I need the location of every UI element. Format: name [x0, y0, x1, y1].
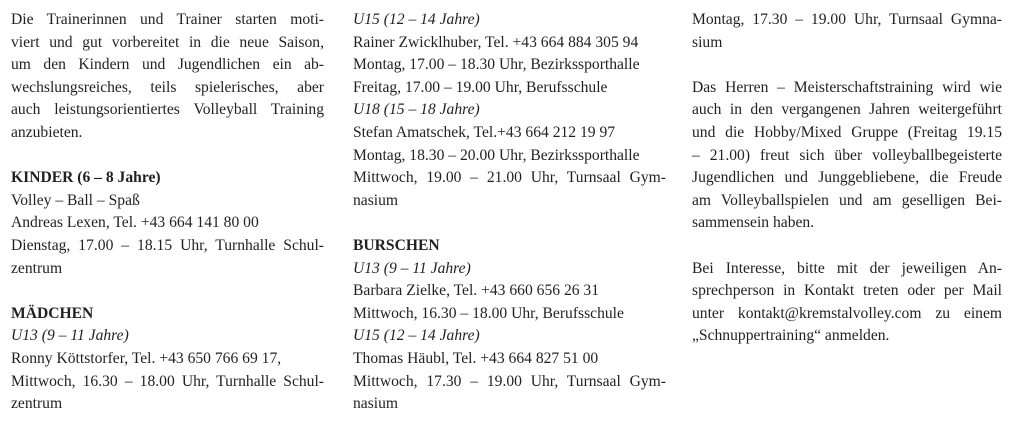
- text-line: sium: [692, 33, 723, 51]
- spacer: [692, 54, 1002, 77]
- age-group-label: U15 (12 – 14 Jahre): [353, 327, 480, 345]
- text-line: Ronny Köttstorfer, Tel. +43 650 766 69 17,: [11, 349, 282, 367]
- text-line: am Volleyballspielen und am geselligen Bei-: [692, 191, 1002, 209]
- text-line: wechslungsreiches, teils spielerisches, aber: [11, 78, 324, 96]
- text-line: nasium: [353, 395, 399, 413]
- column-left: [11, 9, 324, 416]
- spacer: [11, 145, 324, 168]
- age-group-label: U13 (9 – 11 Jahre): [11, 327, 129, 345]
- column-middle: [353, 9, 666, 416]
- column-right: [692, 9, 1002, 348]
- text-line: sammensein haben.: [692, 214, 815, 232]
- text-line: Thomas Häubl, Tel. +43 664 827 51 00: [353, 349, 599, 367]
- spacer: [11, 280, 324, 303]
- text-line: Volley – Ball – Spaß: [11, 191, 140, 209]
- text-line: auch leistungsorientiertes Volleyball Training: [11, 101, 324, 119]
- text-line: – 21.00) freut sich über volleyballbegeisterte: [692, 146, 1002, 164]
- herren-paragraph: [692, 77, 1002, 235]
- text-line: Mittwoch, 17.30 – 19.00 Uhr, Turnsaal Gym-: [353, 372, 666, 390]
- age-group-label: U15 (12 – 14 Jahre): [353, 11, 480, 28]
- text-line: „Schnuppertraining“ anmelden.: [692, 327, 890, 345]
- text-line: Montag, 18.30 – 20.00 Uhr, Bezirkssporthalle: [353, 146, 640, 164]
- section-maedchen: [11, 303, 324, 416]
- text-line: Montag, 17.30 – 19.00 Uhr, Turnsaal Gymna-: [692, 11, 1002, 28]
- text-line: Barbara Zielke, Tel. +43 660 656 26 31: [353, 282, 600, 300]
- spacer: [353, 212, 666, 235]
- section-heading-kinder: KINDER (6 – 8 Jahre): [11, 169, 161, 187]
- text-line: Mittwoch, 16.30 – 18.00 Uhr, Berufsschule: [353, 304, 624, 322]
- text-line: Jugendlichen und Junggebliebene, die Freude: [692, 169, 1002, 187]
- text-line: viert und gut vorbereitet in die neue Saison,: [11, 33, 324, 51]
- interesse-paragraph: [692, 258, 1002, 348]
- group-maedchen-u18: [353, 99, 666, 212]
- text-line: unter kontakt@kremstalvolley.com zu einem: [692, 304, 1002, 322]
- schedule-continuation: [692, 9, 1002, 54]
- section-kinder: [11, 167, 324, 280]
- section-burschen: [353, 235, 666, 416]
- intro-paragraph: [11, 9, 324, 145]
- text-line: Andreas Lexen, Tel. +43 664 141 80 00: [11, 214, 259, 232]
- text-line: sprechperson in Kontakt treten oder per Mail: [692, 282, 1002, 300]
- text-line: um den Kindern und Jugendlichen ein ab-: [11, 56, 324, 74]
- section-heading-maedchen: MÄDCHEN: [11, 304, 94, 322]
- text-line: Dienstag, 17.00 – 18.15 Uhr, Turnhalle Schul-: [11, 236, 324, 254]
- section-heading-burschen: BURSCHEN: [353, 236, 440, 254]
- spacer: [692, 235, 1002, 258]
- text-line: Mittwoch, 16.30 – 18.00 Uhr, Turnhalle Schul-: [11, 372, 324, 390]
- text-line: auch in den vergangenen Jahren weitergeführt: [692, 101, 1002, 119]
- text-line: nasium: [353, 191, 399, 209]
- text-line: und die Hobby/Mixed Gruppe (Freitag 19.15: [692, 123, 1002, 141]
- text-line: Die Trainerinnen und Trainer starten moti-: [11, 11, 324, 28]
- age-group-label: U13 (9 – 11 Jahre): [353, 259, 471, 277]
- text-line: Montag, 17.00 – 18.30 Uhr, Bezirkssporthalle: [353, 56, 640, 74]
- text-line: Mittwoch, 19.00 – 21.00 Uhr, Turnsaal Gym-: [353, 169, 666, 187]
- text-line: Das Herren – Meisterschaftstraining wird wie: [692, 78, 1002, 96]
- text-line: Rainer Zwicklhuber, Tel. +43 664 884 305 94: [353, 33, 639, 51]
- text-line: anzubieten.: [11, 123, 83, 141]
- text-line: Stefan Amatschek, Tel.+43 664 212 19 97: [353, 123, 616, 141]
- text-line: Bei Interesse, bitte mit der jeweiligen An-: [692, 259, 1002, 277]
- text-line: Freitag, 17.00 – 19.00 Uhr, Berufsschule: [353, 78, 608, 96]
- text-line: zentrum: [11, 259, 63, 277]
- age-group-label: U18 (15 – 18 Jahre): [353, 101, 480, 119]
- group-maedchen-u15: [353, 9, 666, 99]
- text-line: zentrum: [11, 395, 63, 413]
